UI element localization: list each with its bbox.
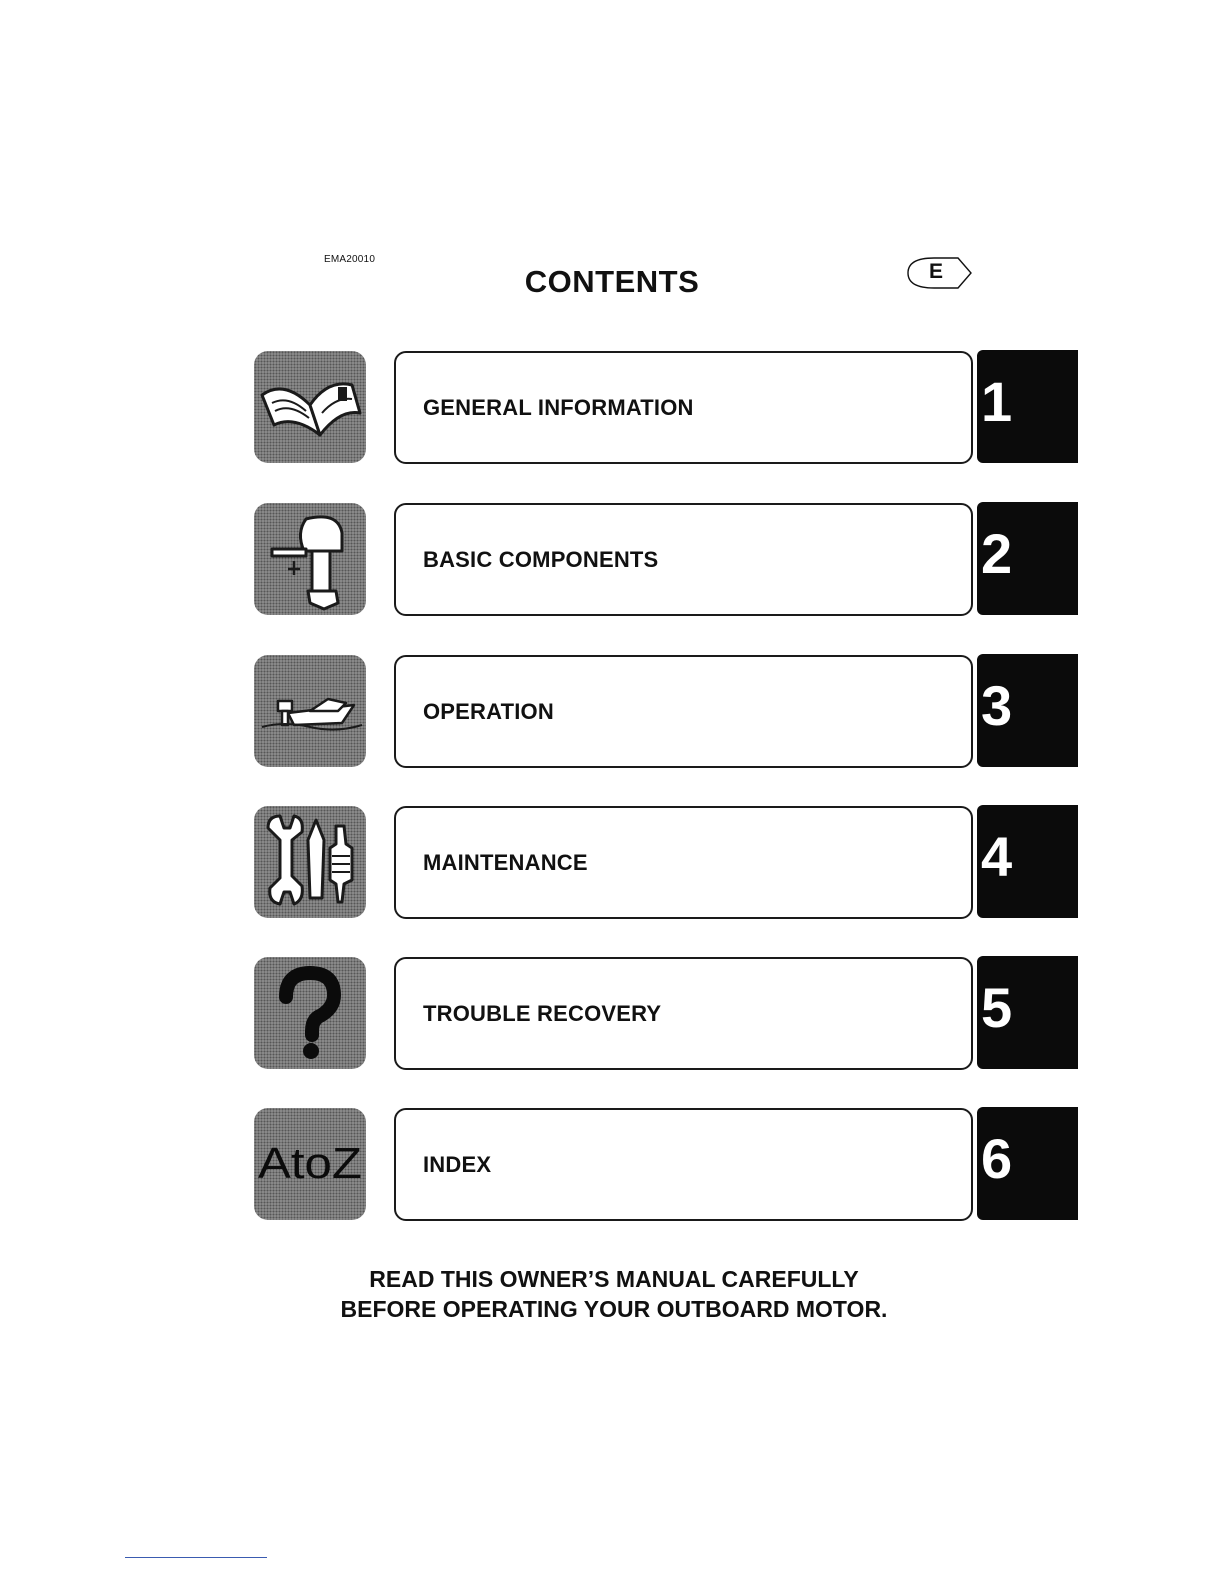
notice-line-1: READ THIS OWNER’S MANUAL CAREFULLY	[369, 1266, 859, 1292]
section-row-index[interactable]	[254, 1108, 1078, 1222]
section-number-tab[interactable]	[977, 350, 1078, 463]
section-label-box[interactable]	[394, 351, 973, 464]
language-badge	[900, 256, 972, 290]
section-number: 1	[981, 370, 1013, 433]
section-label: INDEX	[423, 1152, 492, 1177]
section-label-box[interactable]	[394, 1108, 973, 1221]
boat-icon	[254, 655, 366, 767]
section-row-general-information[interactable]	[254, 351, 1078, 465]
section-row-operation[interactable]	[254, 655, 1078, 769]
section-number-tab[interactable]	[977, 654, 1078, 767]
section-number-tab[interactable]	[977, 502, 1078, 615]
section-number-tab[interactable]	[977, 956, 1078, 1069]
document-code: EMA20010	[324, 254, 376, 265]
section-number-tab[interactable]	[977, 805, 1078, 918]
language-badge-letter: E	[928, 260, 943, 283]
section-number: 6	[981, 1127, 1013, 1190]
section-number: 5	[981, 976, 1013, 1039]
question-mark-icon	[254, 957, 366, 1069]
section-label: BASIC COMPONENTS	[423, 547, 659, 572]
footer-divider	[125, 1557, 267, 1558]
page-title: CONTENTS	[524, 264, 700, 299]
tools-icon	[254, 806, 366, 918]
section-row-basic-components[interactable]	[254, 503, 1078, 617]
section-number-tab[interactable]	[977, 1107, 1078, 1220]
section-label-box[interactable]	[394, 806, 973, 919]
section-label: MAINTENANCE	[423, 850, 588, 875]
open-book-icon	[254, 351, 366, 463]
section-label-box[interactable]	[394, 655, 973, 768]
section-row-trouble-recovery[interactable]	[254, 957, 1078, 1071]
outboard-motor-icon	[254, 503, 366, 615]
section-label-box[interactable]	[394, 957, 973, 1070]
section-number: 4	[981, 825, 1013, 888]
a-to-z-icon-text: AtoZ	[258, 1139, 362, 1188]
section-row-maintenance[interactable]	[254, 806, 1078, 920]
section-label: TROUBLE RECOVERY	[423, 1001, 662, 1026]
section-label: GENERAL INFORMATION	[423, 395, 694, 420]
notice-line-2: BEFORE OPERATING YOUR OUTBOARD MOTOR.	[340, 1296, 888, 1322]
a-to-z-icon	[254, 1108, 366, 1220]
section-label: OPERATION	[423, 699, 554, 724]
section-number: 3	[981, 674, 1013, 737]
section-number: 2	[981, 522, 1013, 585]
section-label-box[interactable]	[394, 503, 973, 616]
warning-notice	[0, 1264, 1224, 1324]
